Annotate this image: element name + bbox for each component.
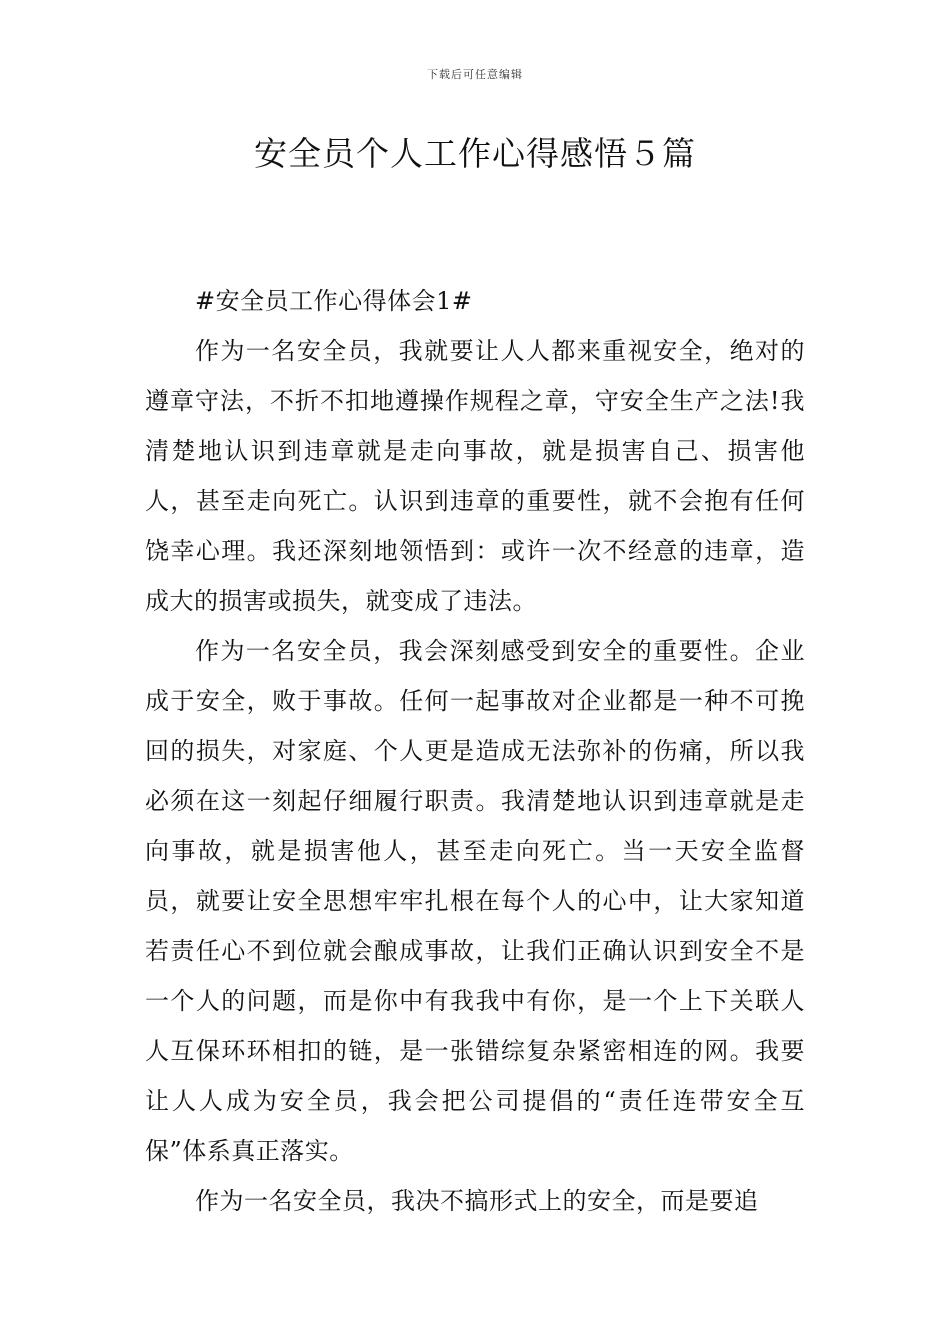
section-heading: #安全员工作心得体会1# xyxy=(195,287,473,315)
header-note: 下载后可任意编辑 xyxy=(427,68,523,81)
document-title: 安全员个人工作心得感悟５篇 xyxy=(254,134,696,173)
paragraph-1: 作为一名安全员，我就要让人人都来重视安全，绝对的遵章守法，不折不扣地遵操作规程之章，守安全生产之法!我清楚地认识到违章就是走向事故，就是损害自己、损害他人，甚至走向死亡。认识到违章的重要性，就不会抱有任何饶幸心理。我还深刻地领悟到：或许一次不经意的违章，造成大的损害或损失，就变成了违法。 xyxy=(145,337,805,615)
paragraph-2: 作为一名安全员，我会深刻感受到安全的重要性。企业成于安全，败于事故。任何一起事故对企业都是一种不可挽回的损失，对家庭、个人更是造成无法弥补的伤痛，所以我必须在这一刻起仔细履行职责。我清楚地认识到违章就是走向事故，就是损害他人，甚至走向死亡。当一天安全监督员，就要让安全思想牢牢扎根在每个人的心中，让大家知道若责任心不到位就会酿成事故，让我们正确认识到安全不是一个人的问题，而是你中有我我中有你，是一个上下关联人人互保环环相扣的链，是一张错综复杂紧密相连的网。我要让人人成为安全员，我会把公司提倡的“责任连带安全互保”体系真正落实。 xyxy=(145,637,805,1165)
document-body xyxy=(145,276,805,1226)
paragraph-3: 作为一名安全员，我决不搞形式上的安全，而是要追 xyxy=(195,1187,759,1215)
